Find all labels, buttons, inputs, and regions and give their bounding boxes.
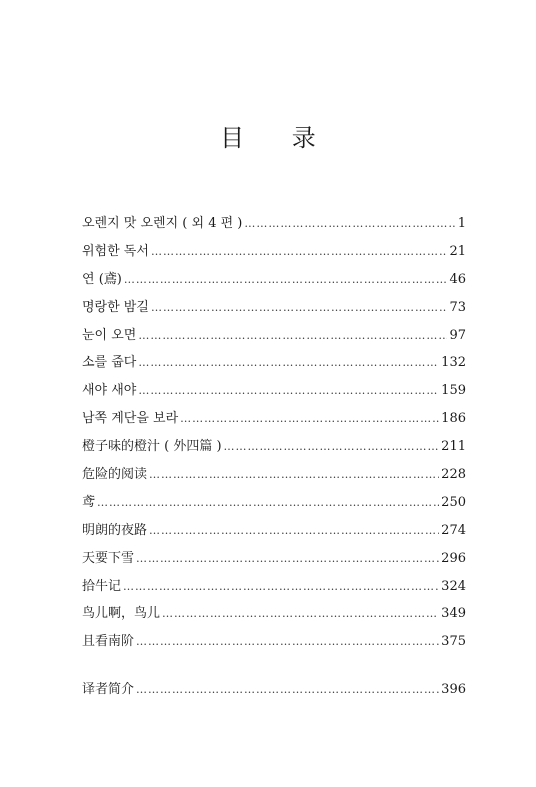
entry-title: 새야 새야 — [82, 383, 137, 399]
toc-appendix — [82, 678, 466, 706]
entry-title: 위험한 독서 — [82, 243, 149, 259]
dot-leader — [244, 217, 455, 230]
toc-entry[interactable] — [82, 435, 466, 463]
toc-entry[interactable] — [82, 491, 466, 519]
entry-title: 鸢 — [82, 494, 96, 510]
toc-entry[interactable] — [82, 602, 466, 630]
page-number: 186 — [441, 411, 466, 427]
toc-entry[interactable] — [82, 379, 466, 407]
page-title: 目 录 — [220, 124, 336, 152]
toc-list — [82, 212, 466, 658]
entry-title: 明朗的夜路 — [82, 522, 148, 538]
toc-entry[interactable] — [82, 240, 466, 268]
toc-entry-translator-bio[interactable] — [82, 678, 466, 706]
page-number: 211 — [441, 439, 466, 455]
dot-leader — [162, 607, 439, 620]
dot-leader — [151, 301, 448, 314]
page-number: 274 — [441, 522, 466, 538]
toc-entry[interactable] — [82, 519, 466, 547]
page-number: 1 — [457, 216, 466, 231]
toc-entry[interactable] — [82, 212, 466, 240]
entry-title: 눈이 오면 — [82, 327, 137, 343]
dot-leader — [180, 412, 439, 425]
page-number: 228 — [441, 467, 466, 483]
dot-leader — [123, 580, 439, 593]
toc-entry[interactable] — [82, 296, 466, 324]
page-number: 250 — [441, 494, 466, 510]
toc-entry[interactable] — [82, 463, 466, 491]
page-number: 73 — [449, 299, 466, 315]
toc-entry[interactable] — [82, 324, 466, 352]
dot-leader — [138, 329, 447, 342]
entry-title: 拾牛记 — [82, 578, 122, 594]
page-number: 375 — [441, 634, 466, 650]
entry-title: 오렌지 맛 오렌지 ( 외 4 편 ) — [82, 216, 243, 231]
dot-leader — [149, 468, 439, 481]
entry-title: 남쪽 계단을 보라 — [82, 411, 179, 427]
entry-title: 天要下雪 — [82, 550, 135, 566]
page-number: 349 — [441, 606, 466, 622]
page-number: 324 — [441, 578, 466, 594]
toc-entry[interactable] — [82, 407, 466, 435]
toc-entry[interactable] — [82, 547, 466, 575]
page-number: 396 — [441, 682, 466, 697]
dot-leader — [151, 245, 448, 258]
page-number: 132 — [441, 355, 466, 371]
toc-entry[interactable] — [82, 575, 466, 603]
page-number: 21 — [449, 243, 466, 259]
dot-leader — [224, 440, 440, 453]
entry-title: 橙子味的橙汁 ( 外四篇 ) — [82, 439, 222, 455]
dot-leader — [136, 635, 439, 648]
entry-title: 연 (鳶) — [82, 271, 122, 287]
dot-leader — [138, 356, 439, 369]
page-number: 296 — [441, 550, 466, 566]
entry-title: 危险的阅读 — [82, 467, 148, 483]
toc-entry[interactable] — [82, 351, 466, 379]
page-number: 159 — [441, 383, 466, 399]
dot-leader — [97, 496, 439, 509]
entry-title: 명랑한 밤길 — [82, 299, 149, 315]
dot-leader — [136, 683, 439, 696]
entry-title: 소를 줍다 — [82, 355, 137, 371]
entry-title: 且看南阶 — [82, 634, 135, 650]
dot-leader — [136, 552, 439, 565]
page-number: 46 — [449, 271, 466, 287]
entry-title: 鸟儿啊，鸟儿 — [82, 606, 161, 622]
page-number: 97 — [449, 327, 466, 343]
toc-entry[interactable] — [82, 630, 466, 658]
dot-leader — [149, 524, 439, 537]
dot-leader — [124, 273, 448, 286]
toc-entry[interactable] — [82, 268, 466, 296]
dot-leader — [138, 384, 439, 397]
entry-title: 译者简介 — [82, 682, 135, 697]
